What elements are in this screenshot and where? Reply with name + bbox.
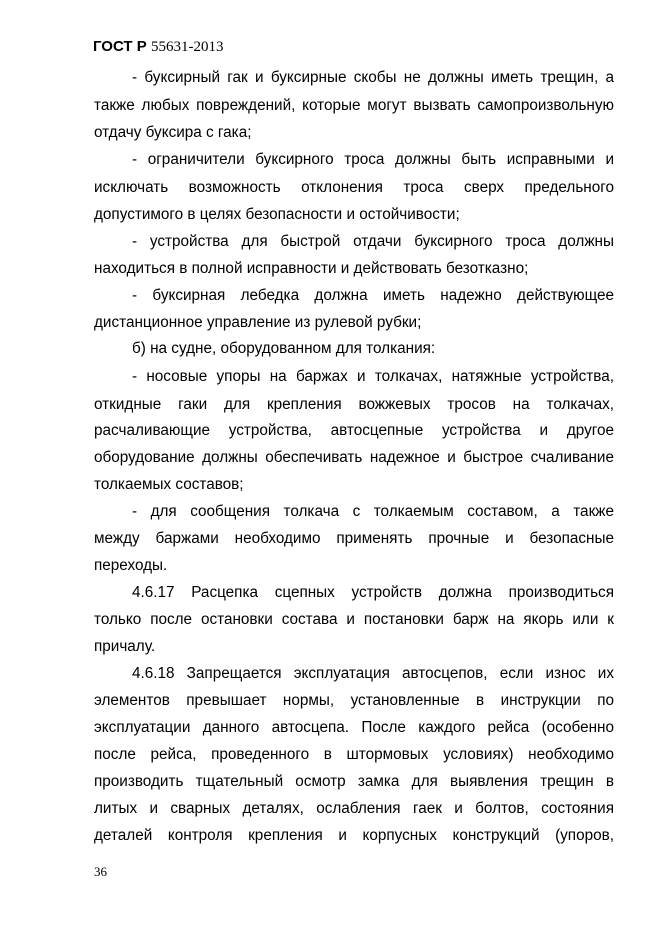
text-line: между баржами необходимо применять прочные и безопасные xyxy=(94,530,614,547)
text-line: литых и сварных деталях, ослабления гаек и болтов, состояния xyxy=(94,800,614,817)
standard-number: 55631-2013 xyxy=(150,39,224,55)
text-line: - буксирная лебедка должна иметь надежно действующее xyxy=(132,287,614,304)
text-line: 4.6.18 Запрещается эксплуатация автосцепов, если износ их xyxy=(132,665,614,682)
text-line: оборудование должны обеспечивать надежное и быстрое счаливание xyxy=(94,449,614,466)
text-line: откидные гаки для крепления вожжевых тросов на толкачах, xyxy=(94,396,614,413)
text-line: деталей контроля крепления и корпусных конструкций (упоров, xyxy=(94,827,614,844)
text-line: после рейса, проведенного в штормовых условиях) необходимо xyxy=(94,746,614,763)
text-line: производить тщательный осмотр замка для выявления трещин в xyxy=(94,773,614,790)
text-line: расчаливающие устройства, автосцепные устройства и другое xyxy=(94,422,614,439)
page-header xyxy=(93,38,223,56)
text-line: - устройства для быстрой отдачи буксирного троса должны xyxy=(132,233,614,250)
text-line: исключать возможность отклонения троса сверх предельного xyxy=(94,179,614,196)
text-line: только после остановки состава и постановки барж на якорь или к xyxy=(94,611,614,628)
text-line: - носовые упоры на баржах и толкачах, натяжные устройства, xyxy=(132,368,614,385)
text-line: эксплуатации данного автосцепа. После каждого рейса (особенно xyxy=(94,719,614,736)
text-line: - ограничители буксирного троса должны быть исправными и xyxy=(132,151,614,168)
text-line: также любых повреждений, которые могут вызвать самопроизвольную xyxy=(94,97,614,114)
text-line: допустимого в целях безопасности и остойчивости; xyxy=(94,206,460,223)
text-line: 4.6.17 Расцепка сцепных устройств должна производиться xyxy=(132,584,614,601)
text-line: дистанционное управление из рулевой рубки; xyxy=(94,314,422,331)
text-line: причалу. xyxy=(94,638,156,655)
text-line: переходы. xyxy=(94,557,168,574)
text-line: находиться в полной исправности и действовать безотказно; xyxy=(94,260,529,277)
text-line: - для сообщения толкача с толкаемым составом, а также xyxy=(132,503,614,520)
text-line: элементов превышает нормы, установленные в инструкции по xyxy=(94,692,614,709)
text-line: - буксирный гак и буксирные скобы не должны иметь трещин, а xyxy=(132,69,614,86)
text-line: б) на судне, оборудованном для толкания: xyxy=(132,340,436,357)
text-line: толкаемых составов; xyxy=(94,476,244,493)
standard-code: ГОСТ Р xyxy=(93,38,147,55)
text-line: отдачу буксира с гака; xyxy=(94,124,252,141)
page-number: 36 xyxy=(94,864,107,879)
